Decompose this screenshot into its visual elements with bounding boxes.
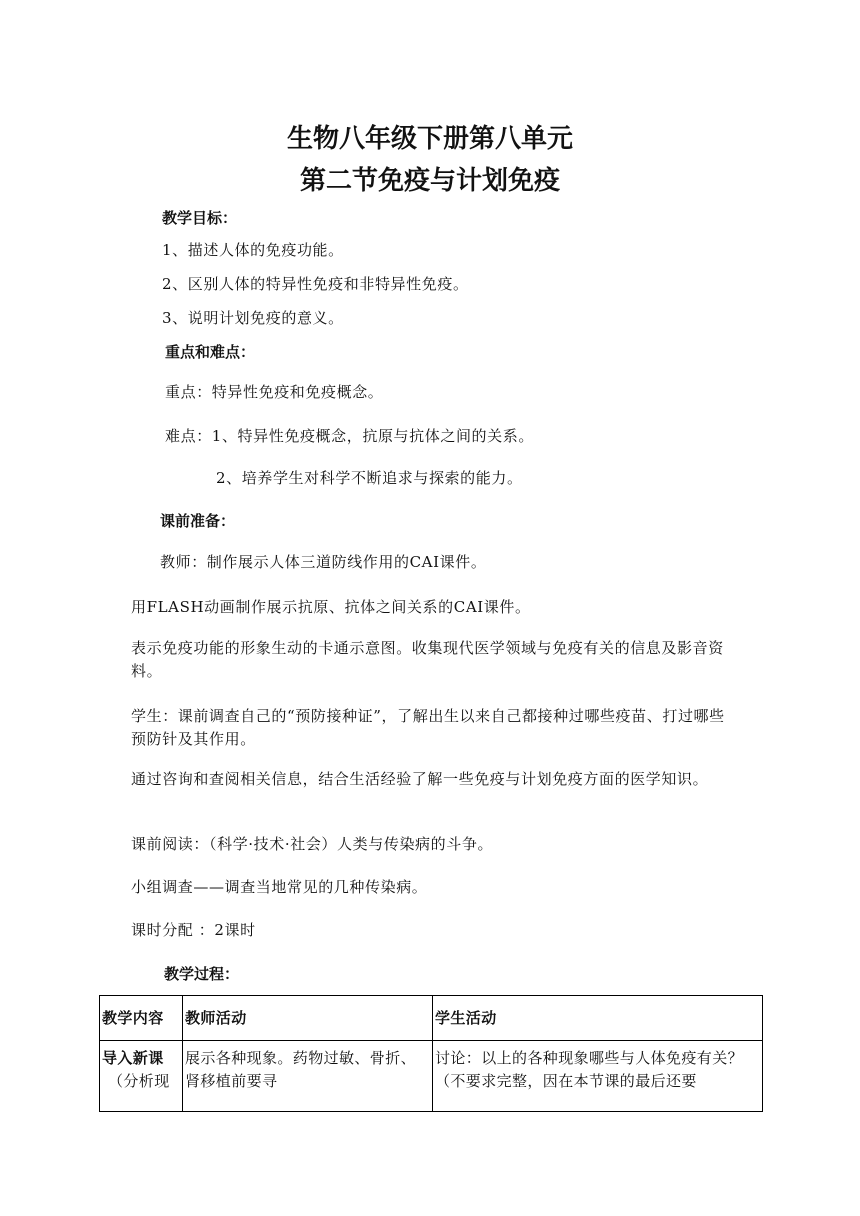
difficult-point-text: 2、培养学生对科学不断追求与探索的能力。 [216, 469, 523, 487]
table-header-row [100, 996, 763, 1041]
process-heading: 教学过程： [164, 965, 240, 983]
cell-topic: 导入新课 [102, 1049, 164, 1067]
key-points-heading: 重点和难点： [165, 343, 256, 361]
table-cell-student: 讨论：以上的各种现象哪些与人体免疫有关？（不要求完整，因在本节课的最后还要 [433, 1041, 763, 1112]
preparation-cartoon: 表示免疫功能的形象生动的卡通示意图。收集现代医学领域与免疫有关的信息及影音资料。 [131, 639, 724, 680]
table-row [100, 1041, 763, 1112]
preparation-consult: 通过咨询和查阅相关信息，结合生活经验了解一些免疫与计划免疫方面的医学知识。 [131, 770, 709, 788]
column-header: 教学内容 [100, 996, 183, 1041]
table-cell-content [100, 1041, 183, 1112]
column-header: 教师活动 [183, 996, 433, 1041]
preparation-teacher: 教师：制作展示人体三道防线作用的CAI课件。 [160, 553, 487, 571]
preparation-survey: 小组调查——调查当地常见的几种传染病。 [131, 878, 428, 896]
key-point-text: 重点：特异性免疫和免疫概念。 [165, 383, 384, 401]
goal-item: 1、描述人体的免疫功能。 [162, 241, 344, 259]
page-title: 生物八年级下册第八单元 [286, 124, 573, 154]
preparation-student: 学生：课前调查自己的“预防接种证”，了解出生以来自己都接种过哪些疫苗、打过哪些预防针及其作用。 [131, 707, 725, 748]
column-header: 学生活动 [433, 996, 763, 1041]
preparation-hours: 课时分配 ：2课时 [131, 921, 256, 939]
table-cell-teacher: 展示各种现象。药物过敏、骨折、肾移植前要寻 [183, 1041, 433, 1112]
difficult-point-text: 难点：1、特异性免疫概念，抗原与抗体之间的关系。 [165, 427, 534, 445]
lesson-process-table [99, 995, 763, 1112]
goals-heading: 教学目标： [162, 209, 238, 227]
page-subtitle: 第二节免疫与计划免疫 [299, 166, 560, 196]
preparation-heading: 课前准备： [160, 512, 236, 530]
cell-topic-note: （分析现 [108, 1072, 170, 1090]
preparation-reading: 课前阅读：（科学·技术·社会）人类与传染病的斗争。 [131, 835, 494, 853]
goal-item: 3、说明计划免疫的意义。 [162, 309, 344, 327]
preparation-flash: 用FLASH动画制作展示抗原、抗体之间关系的CAI课件。 [131, 598, 531, 616]
goal-item: 2、区别人体的特异性免疫和非特异性免疫。 [162, 275, 469, 293]
